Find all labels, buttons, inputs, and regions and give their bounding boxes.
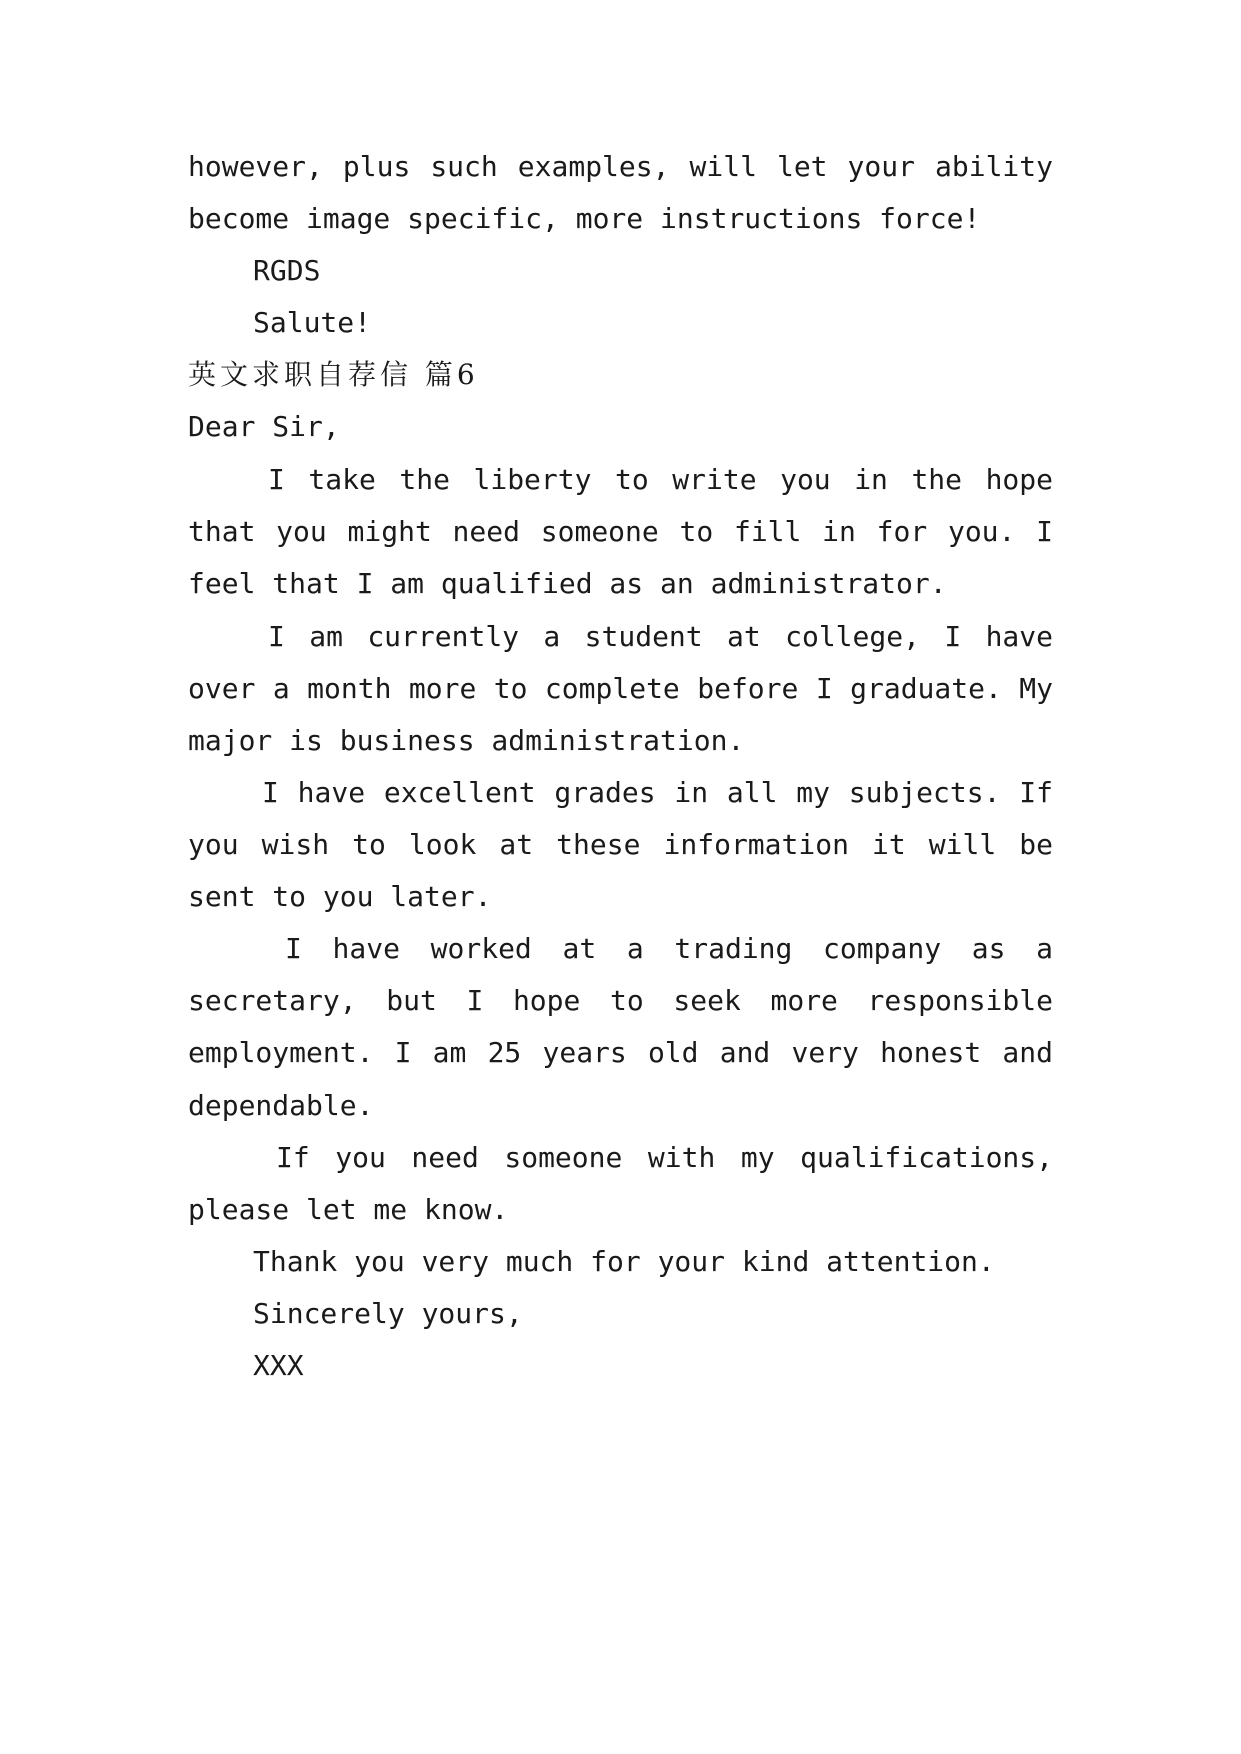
- paragraph-1-line-1: I take the liberty to write you in the hope: [268, 463, 1053, 496]
- greeting: Dear Sir,: [188, 410, 340, 443]
- regards-text: RGDS: [253, 254, 321, 287]
- paragraph-3-line-2: you wish to look at these information it will be: [188, 828, 1053, 861]
- sign-off: Sincerely yours,: [253, 1297, 523, 1330]
- paragraph-2-line-3: major is business administration.: [188, 724, 745, 757]
- paragraph-5-line-1: If you need someone with my qualifications,: [276, 1141, 1053, 1174]
- paragraph-4-line-4: dependable.: [188, 1089, 374, 1122]
- thanks-text: Thank you very much for your kind attention.: [253, 1245, 995, 1278]
- intro-line-1: however, plus such examples, will let your ability: [188, 150, 1053, 183]
- signature: XXX: [253, 1349, 304, 1382]
- paragraph-1-line-3: feel that I am qualified as an administrator.: [188, 567, 947, 600]
- paragraph-4-line-1: I have worked at a trading company as a: [285, 932, 1053, 965]
- paragraph-2-line-1: I am currently a student at college, I have: [268, 620, 1053, 653]
- paragraph-4-line-3: employment. I am 25 years old and very honest and: [188, 1036, 1053, 1069]
- paragraph-2-line-2: over a month more to complete before I graduate. My: [188, 672, 1053, 705]
- paragraph-3-line-1: I have excellent grades in all my subjects. If: [262, 776, 1053, 809]
- paragraph-4-line-2: secretary, but I hope to seek more responsible: [188, 984, 1053, 1017]
- paragraph-3-line-3: sent to you later.: [188, 880, 492, 913]
- paragraph-5-line-2: please let me know.: [188, 1193, 509, 1226]
- salute-text: Salute!: [253, 306, 372, 339]
- section-heading: 英文求职自荐信 篇6: [188, 358, 479, 391]
- intro-line-2: become image specific, more instructions force!: [188, 202, 981, 235]
- paragraph-1-line-2: that you might need someone to fill in for you. I: [188, 515, 1053, 548]
